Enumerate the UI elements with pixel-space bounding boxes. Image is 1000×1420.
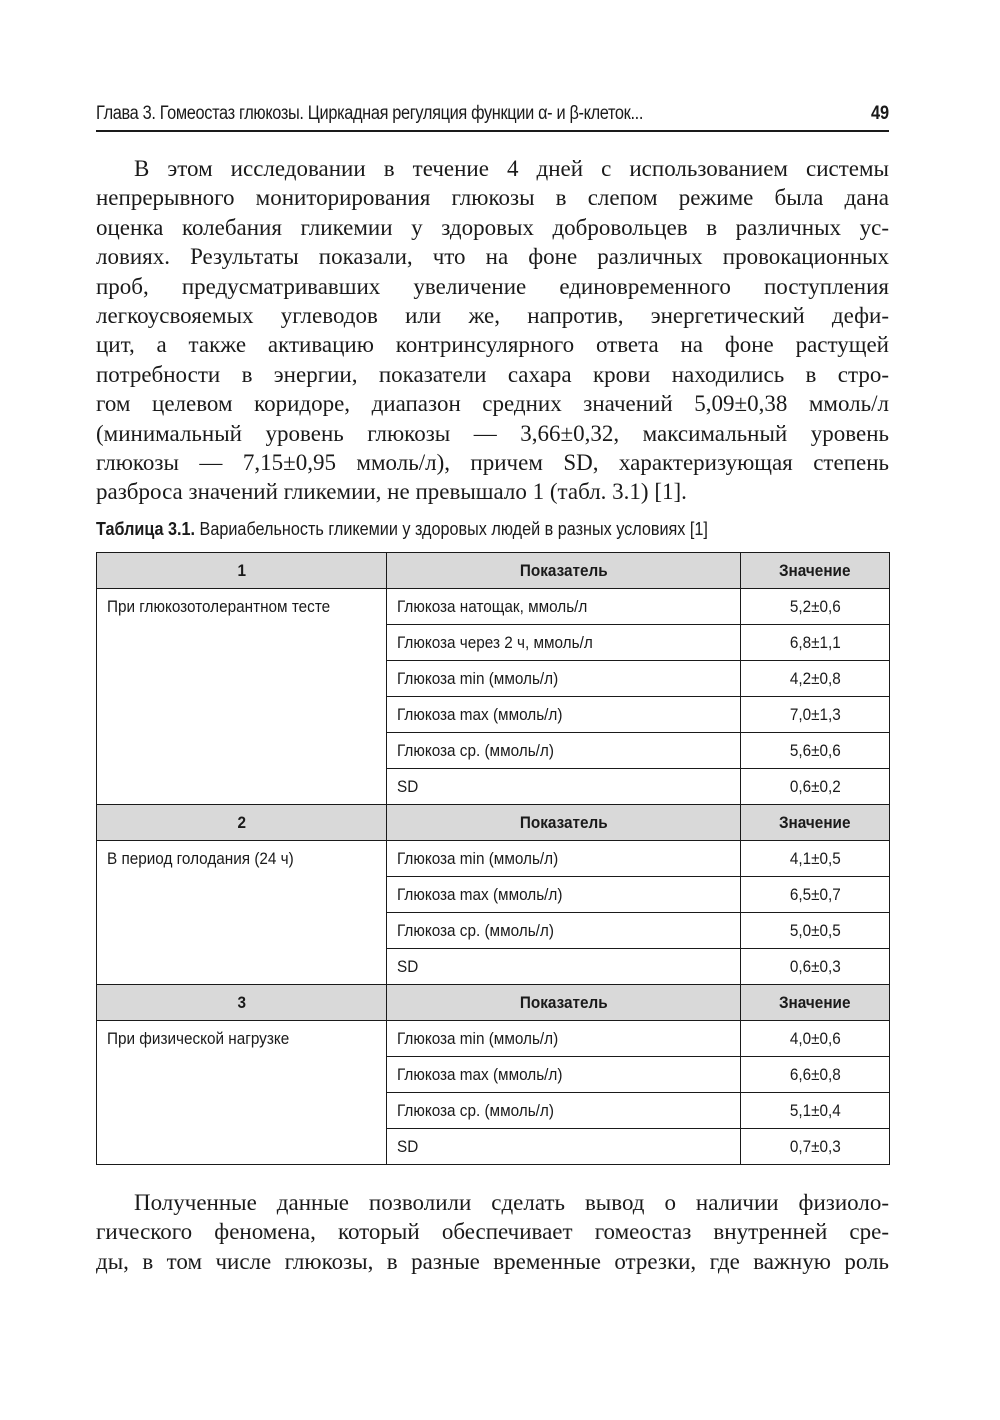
table-caption [96, 519, 810, 540]
indicator-cell: Глюкоза через 2 ч, ммоль/л [387, 625, 741, 661]
value-cell: 0,6±0,2 [741, 769, 890, 805]
paragraph-line: В этом исследовании в течение 4 дней с использованием системы [134, 156, 889, 181]
value-cell: 5,1±0,4 [741, 1093, 890, 1129]
value-cell: 0,6±0,3 [741, 949, 890, 985]
table-row [97, 841, 890, 877]
value-cell: 4,2±0,8 [741, 661, 890, 697]
table-caption-label: Таблица 3.1. [96, 519, 196, 539]
paragraph-line: гического феномена, который обеспечивает гомеостаз внутренней сре- [96, 1219, 889, 1245]
paragraph-line: оценка колебания гликемии у здоровых добровольцев в различных ус- [96, 214, 889, 240]
paragraph-line: гом целевом коридоре, диапазон средних значений 5,09±0,38 ммоль/л [96, 391, 889, 417]
paragraph-line: потребности в энергии, показатели сахара крови находились в стро- [96, 361, 889, 387]
glycemia-table [96, 552, 890, 1165]
condition-cell: В период голодания (24 ч) [97, 841, 387, 985]
value-cell: 0,7±0,3 [741, 1129, 890, 1165]
paragraph-2 [96, 1188, 889, 1276]
indicator-cell: Глюкоза натощак, ммоль/л [387, 589, 741, 625]
running-head [96, 100, 889, 132]
running-head-title: Глава 3. Гомеостаз глюкозы. Циркадная регуляция функции α- и β-клеток... [96, 103, 644, 124]
paragraph-line: ловиях. Результаты показали, что на фоне различных провокационных [96, 244, 889, 270]
column-header-indicator: Показатель [387, 805, 741, 841]
indicator-cell: Глюкоза ср. (ммоль/л) [387, 733, 741, 769]
table-row [97, 1021, 890, 1057]
condition-cell: При глюкозотолерантном тесте [97, 589, 387, 805]
indicator-cell: Глюкоза min (ммоль/л) [387, 1021, 741, 1057]
table-group-header [97, 985, 890, 1021]
indicator-cell: Глюкоза min (ммоль/л) [387, 661, 741, 697]
indicator-cell: SD [387, 769, 741, 805]
group-number: 1 [97, 553, 387, 589]
paragraph-line: Полученные данные позволили сделать вывод о наличии физиоло- [134, 1190, 889, 1215]
paragraph-line: проб, предусматривавших увеличение единовременного поступления [96, 273, 889, 299]
table-row [97, 589, 890, 625]
value-cell: 6,5±0,7 [741, 877, 890, 913]
column-header-indicator: Показатель [387, 553, 741, 589]
condition-cell: При физической нагрузке [97, 1021, 387, 1165]
indicator-cell: Глюкоза min (ммоль/л) [387, 841, 741, 877]
indicator-cell: Глюкоза ср. (ммоль/л) [387, 913, 741, 949]
paragraph-line: непрерывного мониторирования глюкозы в слепом режиме была дана [96, 185, 889, 211]
table-caption-text: Вариабельность гликемии у здоровых людей в разных условиях [1] [195, 519, 708, 539]
paragraph-line: (минимальный уровень глюкозы — 3,66±0,32, максимальный уровень [96, 420, 889, 446]
indicator-cell: Глюкоза max (ммоль/л) [387, 1057, 741, 1093]
table-group-header [97, 805, 890, 841]
value-cell: 5,2±0,6 [741, 589, 890, 625]
paragraph-line: цит, а также активацию контринсулярного ответа на фоне растущей [96, 332, 889, 358]
column-header-value: Значение [741, 553, 890, 589]
indicator-cell: Глюкоза max (ммоль/л) [387, 697, 741, 733]
table-group-header [97, 553, 890, 589]
paragraph-line: разброса значений гликемии, не превышало 1 (табл. 3.1) [1]. [96, 479, 687, 505]
value-cell: 5,0±0,5 [741, 913, 890, 949]
indicator-cell: Глюкоза ср. (ммоль/л) [387, 1093, 741, 1129]
paragraph-1 [96, 154, 889, 507]
indicator-cell: SD [387, 1129, 741, 1165]
indicator-cell: Глюкоза max (ммоль/л) [387, 877, 741, 913]
column-header-value: Значение [741, 985, 890, 1021]
value-cell: 6,6±0,8 [741, 1057, 890, 1093]
column-header-value: Значение [741, 805, 890, 841]
value-cell: 4,0±0,6 [741, 1021, 890, 1057]
paragraph-line: глюкозы — 7,15±0,95 ммоль/л), причем SD, характеризующая степень [96, 449, 889, 475]
value-cell: 4,1±0,5 [741, 841, 890, 877]
group-number: 3 [97, 985, 387, 1021]
group-number: 2 [97, 805, 387, 841]
page-number: 49 [870, 103, 889, 124]
value-cell: 7,0±1,3 [741, 697, 890, 733]
column-header-indicator: Показатель [387, 985, 741, 1021]
value-cell: 5,6±0,6 [741, 733, 890, 769]
indicator-cell: SD [387, 949, 741, 985]
paragraph-line: легкоусвояемых углеводов или же, напротив, энергетический дефи- [96, 302, 889, 328]
value-cell: 6,8±1,1 [741, 625, 890, 661]
paragraph-line: ды, в том числе глюкозы, в разные временные отрезки, где важную роль [96, 1248, 889, 1274]
